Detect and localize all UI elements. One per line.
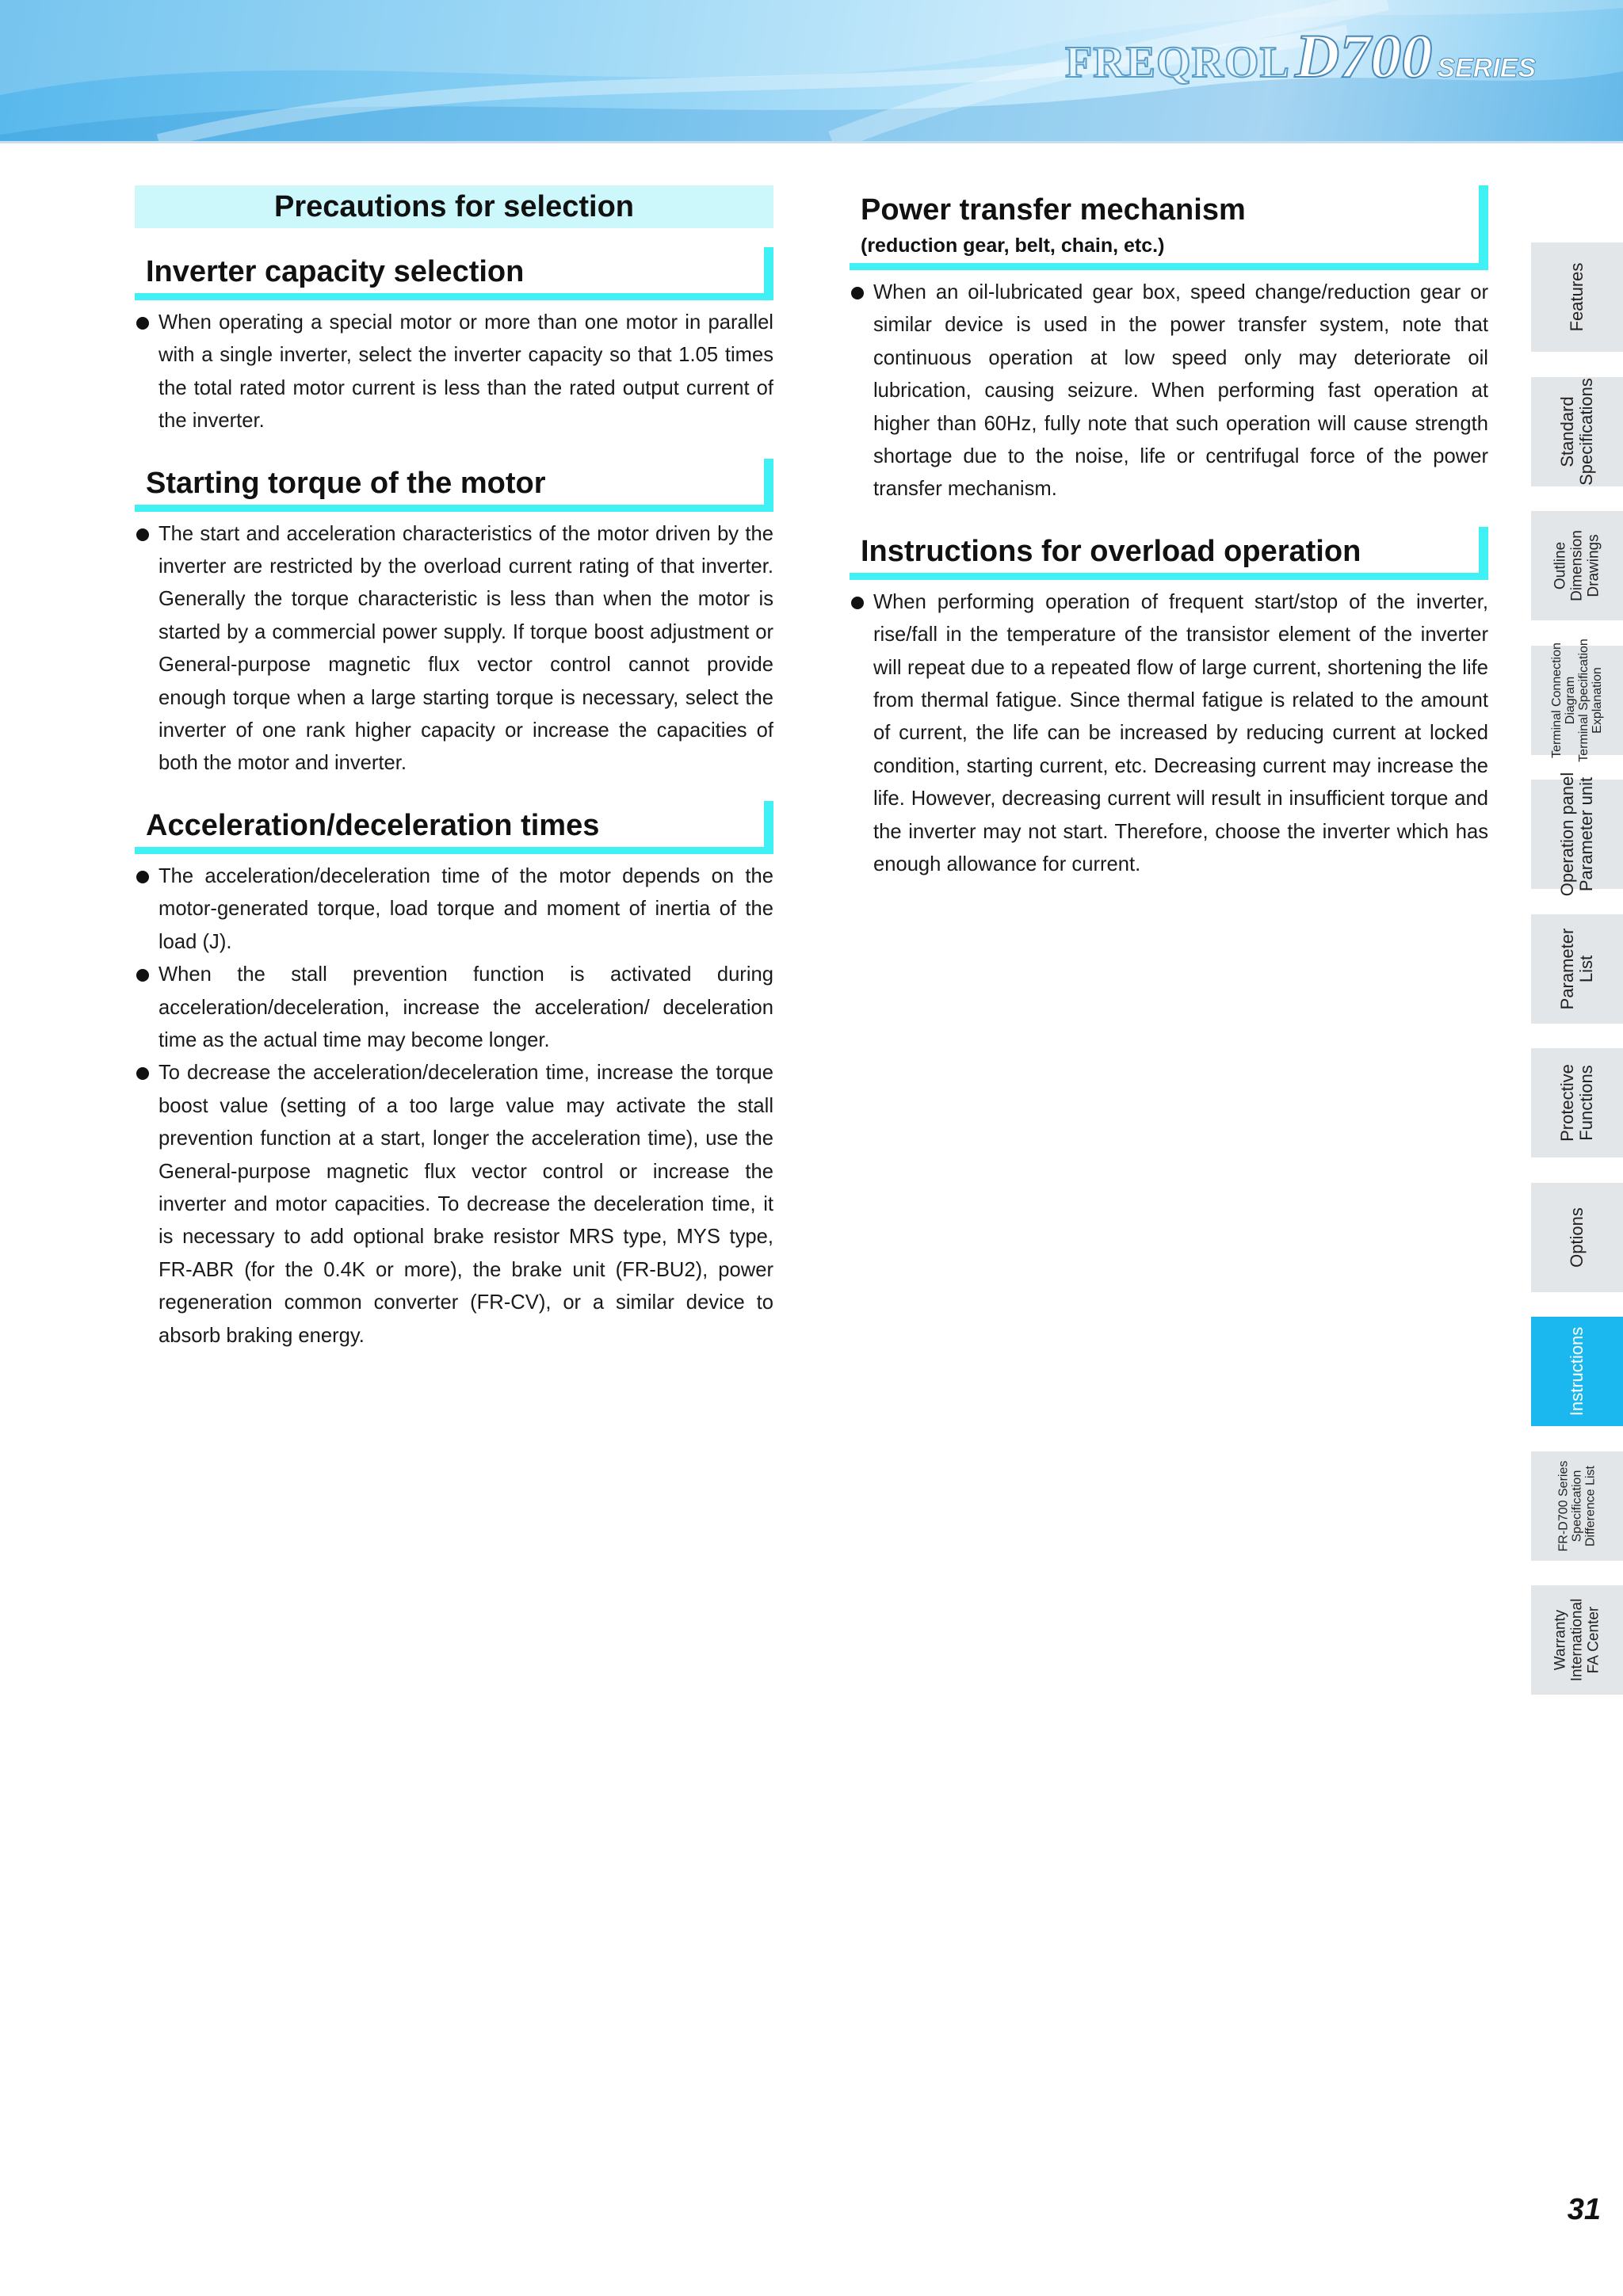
section-heading — [135, 459, 773, 512]
bullet-dot-icon — [851, 287, 864, 299]
bullet-dot-icon — [136, 317, 149, 330]
side-tab-features[interactable] — [1531, 242, 1623, 352]
bullet-text: The acceleration/deceleration time of the motor depends on the motor-generated torque, load torque and moment of inertia of the load (J). — [158, 864, 773, 953]
bullet-item — [850, 586, 1488, 882]
section-subheading: (reduction gear, belt, chain, etc.) — [861, 235, 1165, 257]
section-heading — [850, 527, 1488, 580]
left-column — [135, 185, 773, 1373]
brand-series: SERIES — [1437, 53, 1536, 83]
section-heading-text: Instructions for overload operation — [861, 534, 1361, 568]
bullet-item — [135, 860, 773, 959]
bullet-item — [135, 307, 773, 438]
bullet-item — [850, 277, 1488, 506]
bullet-list — [135, 860, 773, 1352]
bullet-text: To decrease the acceleration/deceleration time, increase the torque boost value (setting of a too large value may activate the stall prevention function at a start, longer the acceleration time), use the General-purpose magnetic flux vector control or increase the inverter and motor capacities. To decrease the deceleration time, it is necessary to add optional brake resistor MRS type, MYS type, FR-ABR (for the 0.4K or more), the brake unit (FR-BU2), power regeneration common converter (FR-CV), or a similar device to absorb braking energy. — [158, 1062, 773, 1347]
bullet-item — [135, 1057, 773, 1352]
section-heading-text: Power transfer mechanism — [861, 193, 1246, 227]
section-heading-text: Starting torque of the motor — [146, 466, 546, 500]
bullet-dot-icon — [136, 528, 149, 541]
bullet-text: When the stall prevention function is activated during acceleration/deceleration, increase the acceleration/ deceleration time as the actual time may become longer. — [158, 963, 773, 1051]
bullet-list — [135, 518, 773, 780]
bullet-dot-icon — [136, 969, 149, 982]
side-tab-label: Instructions — [1567, 1326, 1587, 1417]
right-column — [850, 185, 1488, 902]
bullet-text: When performing operation of frequent start/stop of the inverter, rise/fall in the temperature of the transistor element of the inverter will repeat due to a repeated flow of large current, shortening the life from thermal fatigue. Since thermal fatigue is related to the amount of current, the life can be increased by reducing current at locked condition, starting current, etc. Decreasing current may increase the life. However, decreasing current will result in insufficient torque and the inverter may not start. Therefore, choose the inverter which has enough allowance for current. — [873, 590, 1488, 876]
side-tab-label: Terminal Connection Diagram Terminal Specification Explanation — [1550, 639, 1604, 762]
side-tab-fr-d700-series[interactable] — [1531, 1451, 1623, 1561]
side-tab-label: Protective Functions — [1557, 1064, 1596, 1142]
bullet-dot-icon — [136, 1067, 149, 1080]
brand-model: D700 — [1294, 21, 1433, 90]
bullet-dot-icon — [851, 597, 864, 609]
header-banner — [0, 0, 1623, 143]
series-logo — [1065, 21, 1536, 92]
page-title: Precautions for selection — [135, 185, 773, 228]
side-tab-outline[interactable] — [1531, 511, 1623, 620]
side-tab-label: Options — [1567, 1207, 1587, 1268]
side-tab-label: Outline Dimension Drawings — [1552, 530, 1602, 601]
side-tab-parameter[interactable] — [1531, 914, 1623, 1024]
section-heading — [850, 185, 1488, 270]
side-tab-label: Warranty International FA Center — [1552, 1598, 1602, 1682]
bullet-text: When operating a special motor or more than one motor in parallel with a single inverter, select the inverter capacity so that 1.05 times the total rated motor current is less than the rated output current of the inverter. — [158, 311, 773, 433]
left-sections — [135, 247, 773, 1352]
right-sections — [850, 185, 1488, 882]
bullet-item — [135, 518, 773, 780]
bullet-list — [850, 586, 1488, 882]
bullet-list — [135, 307, 773, 438]
side-tab-label: Operation panel Parameter unit — [1557, 772, 1596, 897]
section-heading — [135, 247, 773, 300]
section-heading — [135, 801, 773, 854]
side-tab-label: FR-D700 Series Specification Difference List — [1556, 1460, 1598, 1552]
side-tab-options[interactable] — [1531, 1183, 1623, 1292]
side-tab-label: Parameter List — [1557, 928, 1596, 1010]
page-number: 31 — [1567, 2193, 1601, 2226]
side-tab-terminal-connection[interactable] — [1531, 639, 1623, 762]
section-heading-text: Acceleration/deceleration times — [146, 808, 600, 842]
bullet-list — [850, 277, 1488, 506]
bullet-text: When an oil-lubricated gear box, speed change/reduction gear or similar device is used in the power transfer system, note that continuous operation at low speed only may deteriorate oil lubrication, causing seizure. When performing fast operation at higher than 60Hz, fully note that such operation will cause strength shortage due to the noise, life or centrifugal force of the power transfer mechanism. — [873, 281, 1488, 501]
bullet-text: The start and acceleration characteristics of the motor driven by the inverter are restricted by the overload current rating of that inverter. Generally the torque characteristic is less than when the motor is started by a commercial power supply. If torque boost adjustment or General-purpose magnetic flux vector control cannot provide enough torque when a large starting torque is necessary, select the inverter of one rank higher capacity or increase the capacities of both the motor and inverter. — [158, 522, 773, 775]
side-tab-label: Standard Specifications — [1557, 378, 1596, 486]
bullet-item — [135, 959, 773, 1057]
side-tab-standard[interactable] — [1531, 377, 1623, 486]
side-tab-operation-panel[interactable] — [1531, 772, 1623, 897]
side-tab-label: Features — [1567, 262, 1587, 332]
section-heading-text: Inverter capacity selection — [146, 255, 525, 288]
bullet-dot-icon — [136, 871, 149, 883]
side-tab-warranty[interactable] — [1531, 1585, 1623, 1695]
brand-name: FREQROL — [1065, 38, 1290, 87]
side-tab-instructions[interactable] — [1531, 1317, 1623, 1426]
side-tab-protective[interactable] — [1531, 1048, 1623, 1158]
